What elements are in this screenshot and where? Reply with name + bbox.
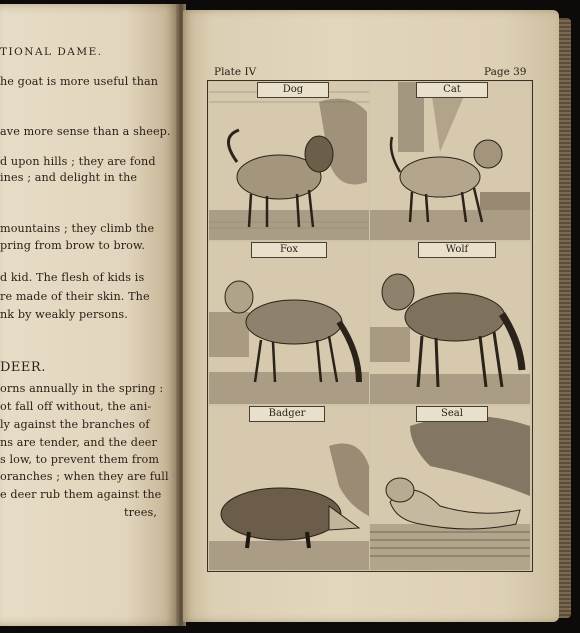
engraving-plate (207, 80, 533, 572)
text-line: ly against the branches of (0, 418, 150, 431)
cat-label: Cat (416, 82, 488, 98)
text-line: d upon hills ; they are fond (0, 155, 156, 168)
dog-label: Dog (257, 82, 329, 98)
running-head: TIONAL DAME. (0, 46, 103, 58)
fox-engraving (209, 242, 369, 404)
dog-icon (209, 82, 369, 240)
text-line: ot fall off without, the ani- (0, 400, 152, 413)
text-line: orns annually in the spring : (0, 382, 164, 395)
page-number: Page 39 (484, 66, 527, 78)
plate-label: Plate IV (214, 66, 257, 78)
text-line: e deer rub them against the (0, 488, 162, 501)
fox-icon (209, 242, 369, 404)
text-line: ns are tender, and the deer (0, 436, 157, 449)
badger-engraving (209, 406, 369, 570)
cat-icon (370, 82, 530, 240)
text-line: nk by weakly persons. (0, 308, 128, 321)
text-line: he goat is more useful than (0, 75, 159, 88)
wolf-icon (370, 242, 530, 404)
wolf-label: Wolf (418, 242, 496, 258)
left-page (0, 4, 180, 626)
text-line: d kid. The flesh of kids is (0, 271, 145, 284)
badger-icon (209, 406, 369, 570)
seal-label: Seal (416, 406, 488, 422)
text-line: ave more sense than a sheep. (0, 125, 171, 138)
wolf-engraving (370, 242, 530, 404)
text-line: oranches ; when they are full (0, 470, 169, 483)
seal-engraving (370, 406, 530, 570)
dog-engraving (209, 82, 369, 240)
text-line: re made of their skin. The (0, 290, 150, 303)
text-line: mountains ; they climb the (0, 222, 155, 235)
text-line: trees, (124, 506, 157, 519)
text-line: s low, to prevent them from (0, 453, 160, 466)
badger-label: Badger (249, 406, 325, 422)
page-edges (557, 18, 571, 618)
text-line: ines ; and delight in the (0, 171, 138, 184)
text-line: pring from brow to brow. (0, 239, 146, 252)
seal-icon (370, 406, 530, 570)
cat-engraving (370, 82, 530, 240)
section-heading: DEER. (0, 360, 46, 375)
fox-label: Fox (251, 242, 327, 258)
